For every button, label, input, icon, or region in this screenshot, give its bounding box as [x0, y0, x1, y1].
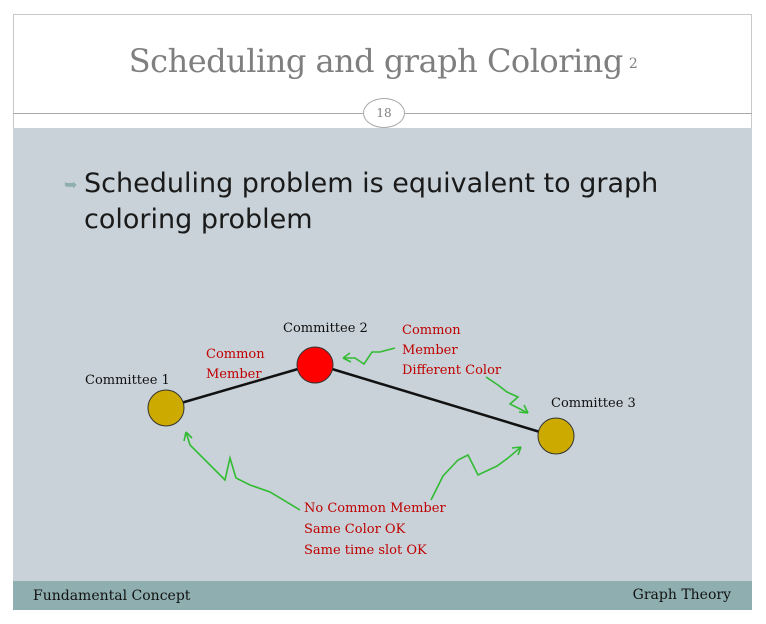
- bullet-line-1: Scheduling problem is equivalent to graph: [84, 168, 659, 199]
- annotation-arrow-committee2: [343, 348, 395, 364]
- label-committee-3: Committee 3: [551, 396, 636, 411]
- label-no-edge-line-2: Same Color OK: [304, 522, 406, 537]
- label-edge-2-line-2: Member: [402, 343, 458, 358]
- label-edge-1-line-1: Common: [206, 347, 265, 362]
- label-no-edge-line-3: Same time slot OK: [304, 543, 427, 558]
- annotation-arrow-committee3: [486, 377, 528, 413]
- vertex-committee-2: [297, 347, 333, 383]
- slide-title-suffix: 2: [628, 55, 638, 72]
- slide-title: Scheduling and graph Coloring 2: [128, 42, 638, 80]
- bullet-line-2: coloring problem: [84, 204, 313, 235]
- label-committee-1: Committee 1: [85, 373, 170, 388]
- bullet-arrow-icon: ➥: [64, 175, 78, 194]
- footer-left-text: Fundamental Concept: [33, 588, 191, 604]
- vertex-committee-1: [148, 390, 184, 426]
- label-no-edge: [304, 498, 446, 561]
- label-committee-2: Committee 2: [283, 321, 368, 336]
- label-edge-2-line-1: Common: [402, 323, 461, 338]
- annotation-arrow-committee1: [184, 432, 300, 510]
- page-number: 18: [363, 98, 405, 128]
- annotation-arrow-committee3-bottom: [431, 447, 521, 500]
- label-edge-1: [206, 345, 265, 385]
- label-edge-1-line-2: Member: [206, 367, 262, 382]
- label-no-edge-line-1: No Common Member: [304, 501, 446, 516]
- footer-right-text: Graph Theory: [632, 587, 731, 603]
- label-edge-2: [402, 321, 501, 381]
- label-edge-2-line-3: Different Color: [402, 363, 502, 378]
- vertex-committee-3: [538, 418, 574, 454]
